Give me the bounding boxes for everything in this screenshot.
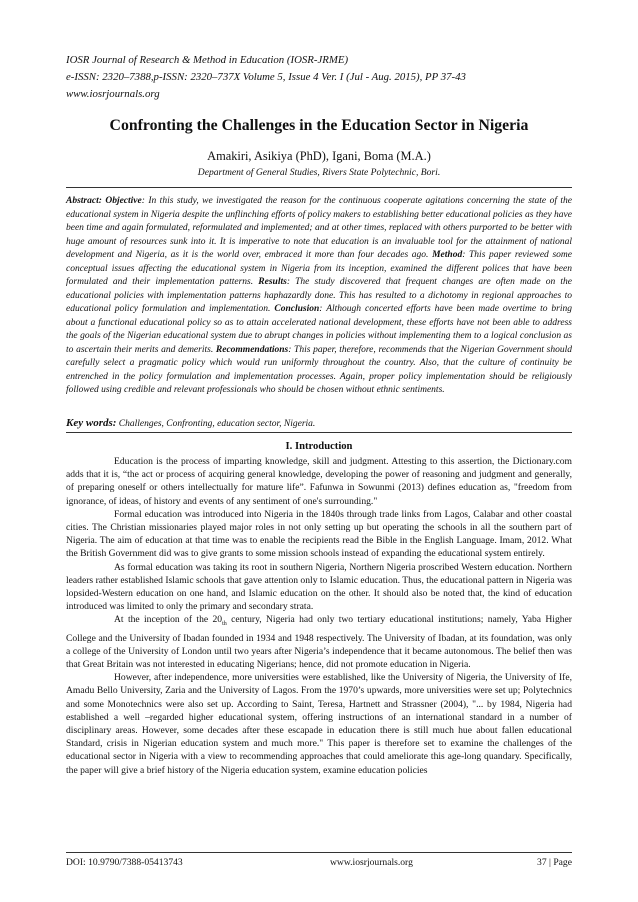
paper-title: Confronting the Challenges in the Education Sector in Nigeria [109,117,529,134]
paragraph: As formal education was taking its root in southern Nigeria, Northern Nigeria proscribed Western education. Northern leaders rather established Islamic schools that gave attention only to Islamic education. Thus, the educational pattern in Nigeria was lopsided-Western education on one hand, and Islamic education on the other. It should also be noted that, the kind of education introduced was limited to only the primary and secondary strata. [66,561,572,613]
results-label: Results [258,277,287,287]
objective-label: Objective [105,196,142,206]
paragraph: Formal education was introduced into Nigeria in the 1840s through trade links from Lagos, Calabar and other coastal cities. The Christian missionaries played major roles in not only setting up but operating the schools in all the southern part of Nigeria. The aim of education at that time was to enable the recipients read the Bible in the English Language. Imam, 2012. What the British Government did was to give grants to some mission schools instead of expanding the educational system entirely. [66,508,572,560]
paragraph: However, after independence, more universities were established, like the University of Nigeria, the University of Ife, Amadu Bello University, Zaria and the University of Lagos. From the 1970’s upwards, more universities were set up; Polytechnics and some Monotechnics were also set up. According to Saint, Teresa, Hartnett and Strassner (2004), "... by 1984, Nigeria had established a well –regarded higher educational system, offering instructions of an international standard in a number of disciplinary areas. However, some decades after these escapade in education there is still much hue about fallen educational Standard, crisis in Nigerian education system and much more." This paper is therefore set to examine the challenges of the educational sector in Nigeria with a view to recommending approaches that could ameliorate this age-long quandary. Specifically, the paper will give a brief history of the Nigeria education system, examine education policies [66,672,572,776]
author-affiliation: Department of General Studies, Rivers State Polytechnic, Bori. [197,167,441,178]
conclusion-label: Conclusion [274,304,320,314]
abstract [66,195,572,398]
method-label: Method [432,250,463,260]
abstract-label: Abstract: [66,196,102,206]
journal-header [66,52,572,103]
paper-authors: Amakiri, Asikiya (PhD), Igani, Boma (M.A.) [207,149,431,163]
results-text: : The study discovered that frequent changes are often made on the educational policies with implementation patterns haphazardly done. This has resulted to a dichotomy in regional approaches to educational policy formulation and implementation. [66,277,572,314]
section-heading: I. Introduction [285,441,353,452]
body-text [66,455,572,777]
keywords-text: Challenges, Confronting, education sector, Nigeria. [118,419,316,429]
paragraph-text: century, Nigeria had only two tertiary educational institutions; namely, Yaba Higher College and the University of Ibadan founded in 1934 and 1948 respectively. The University of Ibadan, at its foundation, was only a college of the University of London until two years after Nigeria’s independence that it became autonomous. The belief then was that Great Britain was not interested in educating Nigerians; hence, did not promote education in Nigeria. [66,614,572,670]
journal-website: www.iosrjournals.org [66,88,160,100]
keywords-label: Key words: [66,417,117,429]
footer-rule [66,852,572,853]
journal-issn: e-ISSN: 2320–7388,p-ISSN: 2320–737X Volume 5, Issue 4 Ver. I (Jul - Aug. 2015), PP 37-43 [66,71,466,83]
journal-name: IOSR Journal of Research & Method in Education (IOSR-JRME) [66,54,349,66]
paragraph [66,613,572,671]
footer-page-number: 37 | Page [537,857,572,868]
footer-website: www.iosrjournals.org [330,857,413,868]
recommendations-label: Recommendations [215,344,289,355]
abstract-bottom-rule [66,432,572,433]
recommendations-text: : This paper, therefore, recommends that the Nigerian Government should carefully select a pragmatic policy which would run uniformly throughout the country. Also, that the culture of continuity be entrenched in the policy formulation and implementation processes. Again, proper policy implementation should be religiously followed using credible and relevant professionals who should be chosen without ethnic sentiments. [66,344,572,395]
footer-doi: DOI: 10.9790/7388-05413743 [66,857,183,868]
conclusion-text: : Although concerted efforts have been made overtime to bring about a functional educational policy so as to attain accelerated national development, these efforts have not been able to address the goals of the Nigerian educational system due to abrupt changes in policies without implementing them to a logical conclusion as to ascertain their merits and demerits. [66,304,572,355]
ordinal-suffix: th [222,621,227,628]
objective-text: : In this study, we investigated the reason for the continuous cooperate agitations concerning the state of the educational system in Nigeria despite the unflinching efforts of policy makers to establishing better educational policies as they have been time and again formulated, reformulated and implemented; and at other times, replaced with others purported to be better with huge amount of resources sunk into it. It is imperative to note that education is an invaluable tool for the attainment of national development and Nigeria, as it is the world over, embraced it more than four decades ago. [66,196,573,260]
keywords [66,417,572,431]
paragraph: Education is the process of imparting knowledge, skill and judgment. Attesting to this assertion, the Dictionary.com adds that it is, “the act or process of acquiring general knowledge, developing the power of reasoning and judgment and generally, of preparing oneself or others intellectually for mature life”. Fafunwa in Sowunmi (2013) defines education as, "freedom from ignorance, of ideas, of history and events of any sentiment of one's surrounding." [66,456,572,507]
paragraph-text: At the inception of the 20 [114,614,223,626]
abstract-top-rule [66,187,572,188]
method-text: : This paper reviewed some conceptual issues affecting the educational system in Nigeria from its inception, examined the different polices that have been formulated and their implementation patterns. [66,250,572,287]
